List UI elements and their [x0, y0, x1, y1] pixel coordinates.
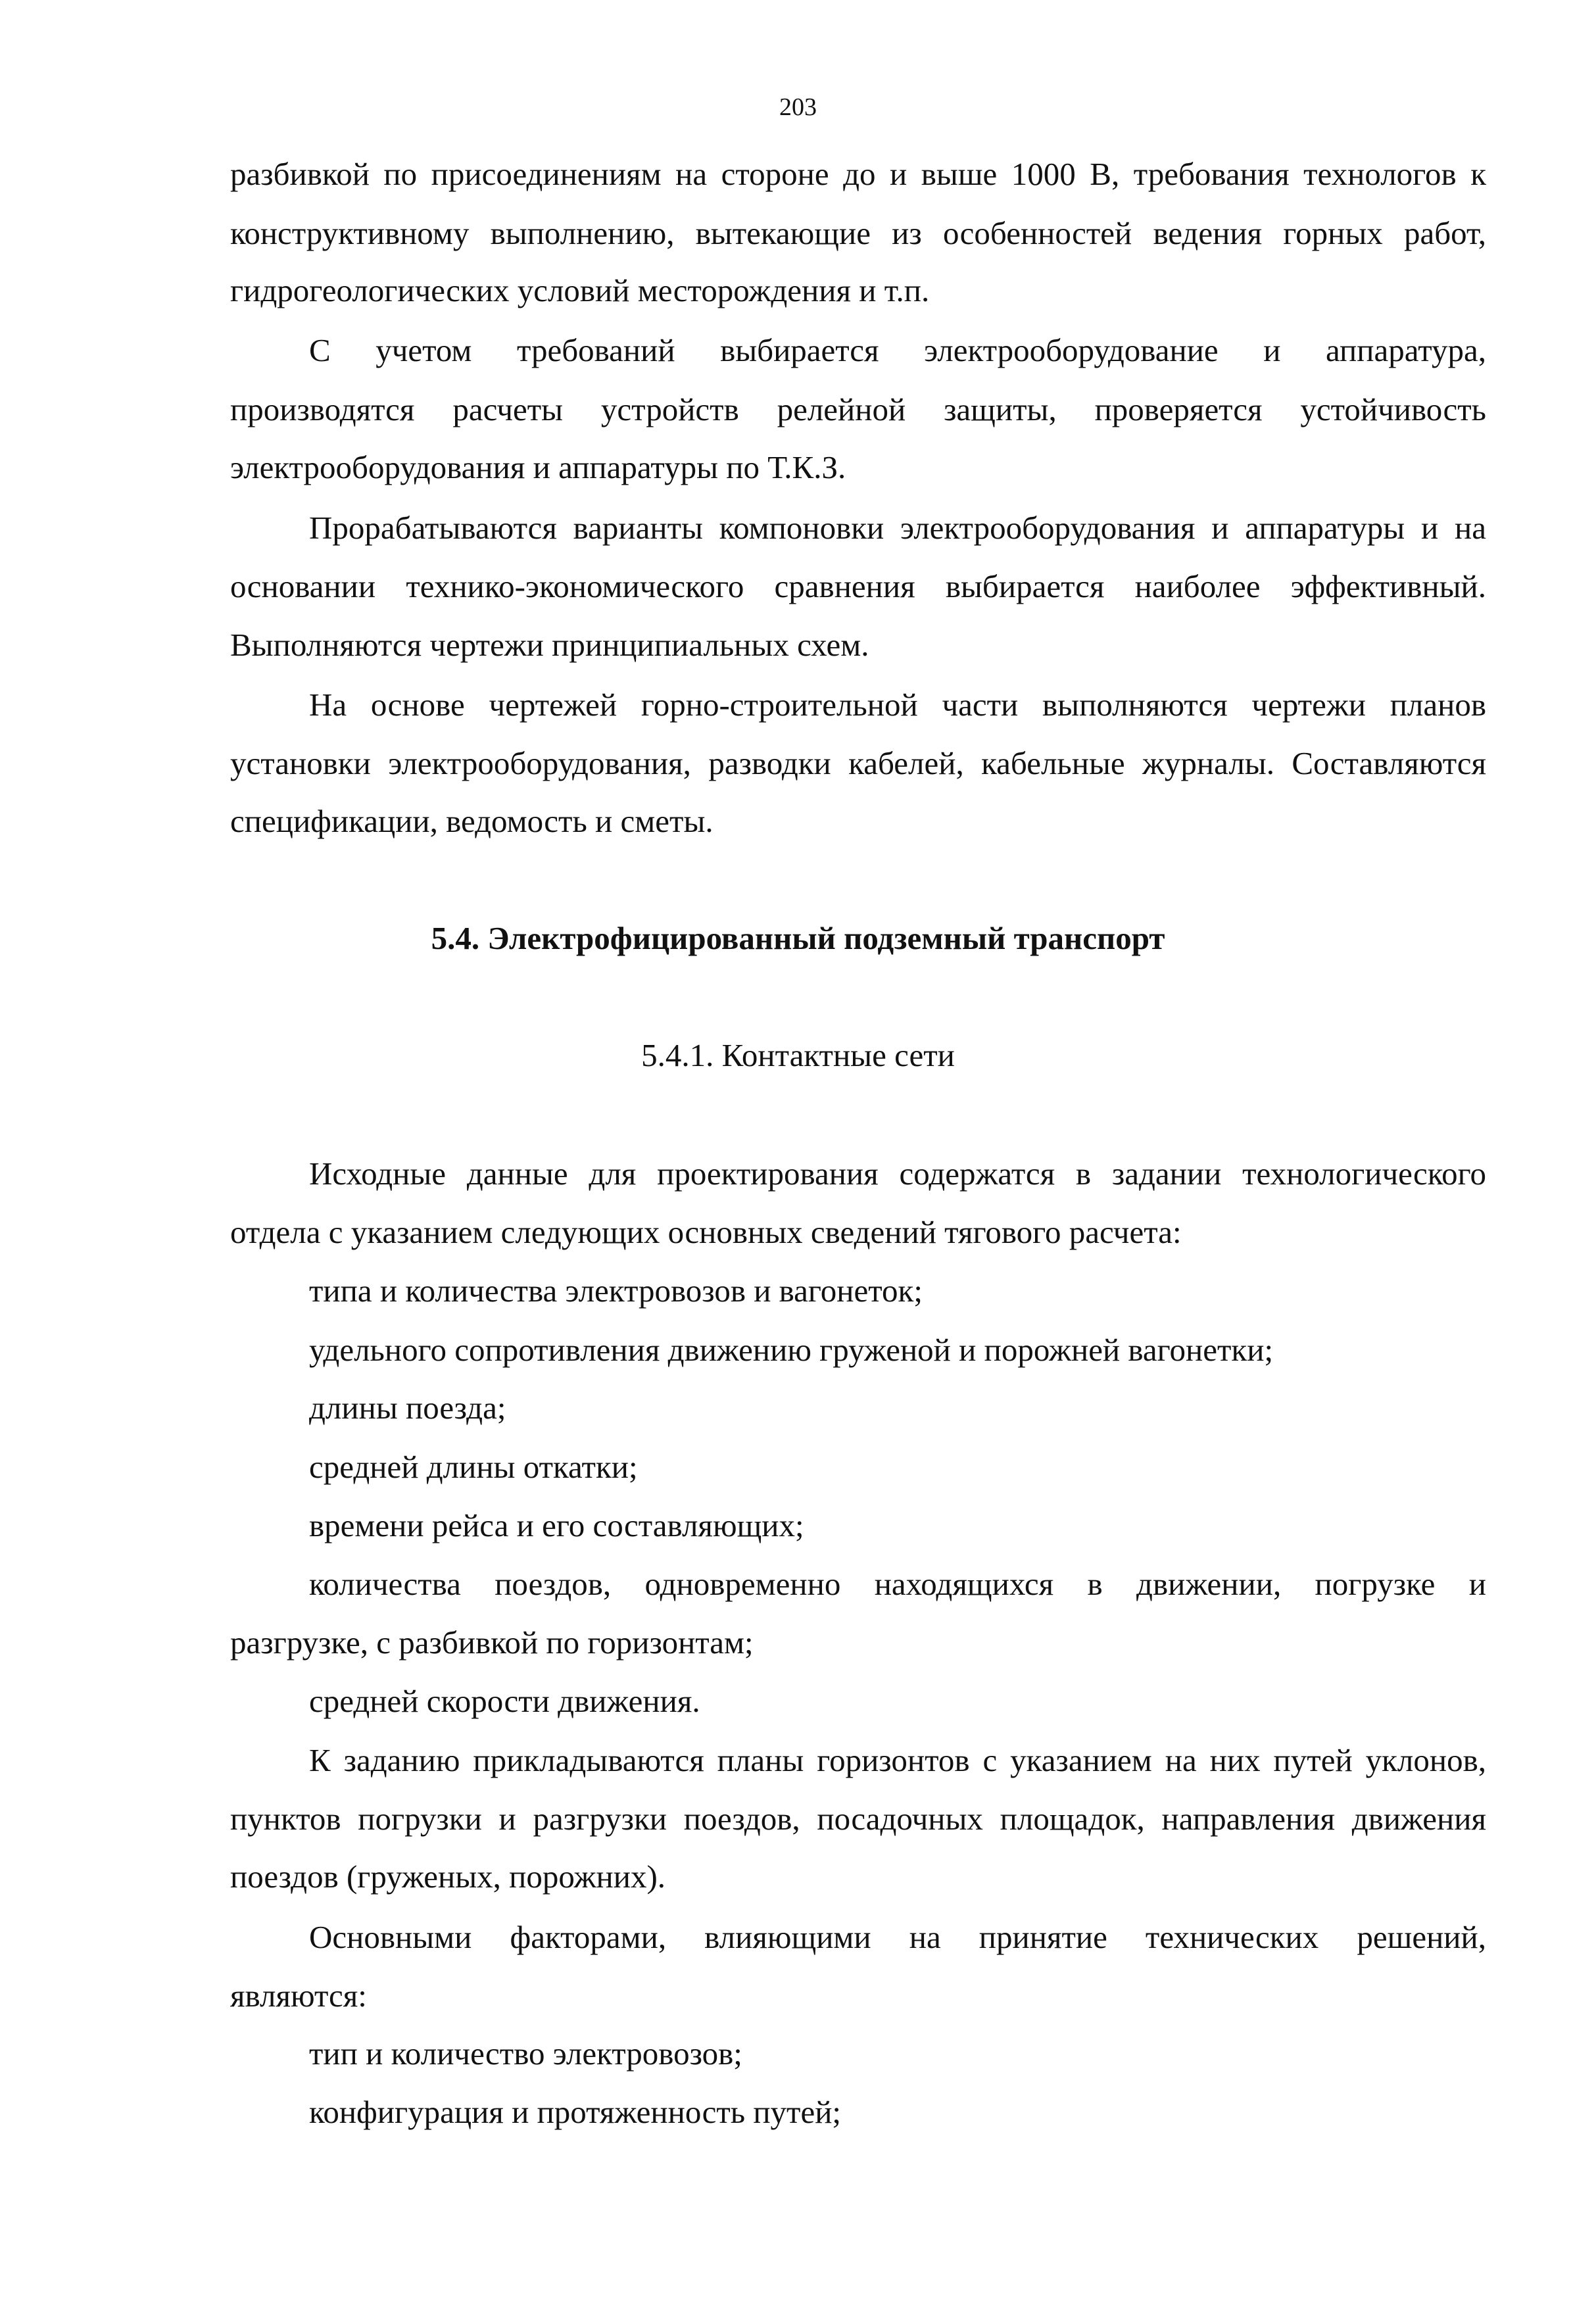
list-item: конфигурация и протяженность путей; [309, 2094, 842, 2130]
text-line: пунктов погрузки и разгрузки поездов, посадочных площадок, направления движения [230, 1801, 1486, 1837]
text-line: Основными факторами, влияющими на принятие технических решений, [309, 1919, 1486, 1955]
list-item: количества поездов, одновременно находящихся в движении, погрузке и [309, 1566, 1486, 1602]
page-number: 203 [779, 93, 817, 121]
text-line: К заданию прикладываются планы горизонтов с указанием на них путей уклонов, [309, 1742, 1486, 1778]
text-line: На основе чертежей горно-строительной части выполняются чертежи планов [309, 687, 1486, 723]
text-line: отдела с указанием следующих основных сведений тягового расчета: [230, 1214, 1182, 1250]
list-item: средней скорости движения. [309, 1683, 700, 1719]
list-item: длины поезда; [309, 1390, 506, 1426]
text-line: электрооборудования и аппаратуры по Т.К.З. [230, 449, 846, 485]
list-item: времени рейса и его составляющих; [309, 1507, 804, 1543]
text-line: конструктивному выполнению, вытекающие из особенностей ведения горных работ, [230, 215, 1486, 251]
list-item: удельного сопротивления движению груженой и порожней вагонетки; [309, 1332, 1274, 1368]
text-line: Прорабатываются варианты компоновки электрооборудования и аппаратуры и на [309, 510, 1486, 546]
text-line: установки электрооборудования, разводки кабелей, кабельные журналы. Составляются [230, 745, 1486, 781]
text-line: являются: [230, 1977, 367, 2014]
subsection-heading: 5.4.1. Контактные сети [641, 1037, 955, 1073]
text-line: Выполняются чертежи принципиальных схем. [230, 627, 869, 663]
list-item: тип и количество электровозов; [309, 2035, 742, 2072]
text-line: поездов (груженых, порожних). [230, 1858, 666, 1895]
list-item: типа и количества электровозов и вагонеток; [309, 1273, 923, 1309]
text-line: спецификации, ведомость и сметы. [230, 803, 713, 839]
text-line: разбивкой по присоединениям на стороне до и выше 1000 В, требования технологов к [230, 156, 1486, 192]
text-line: гидрогеологических условий месторождения и т.п. [230, 272, 930, 308]
text-line: С учетом требований выбирается электрооборудование и аппаратура, [309, 332, 1486, 368]
section-heading: 5.4. Электрофицированный подземный транспорт [431, 920, 1165, 956]
list-item: средней длины откатки; [309, 1449, 638, 1485]
text-line: Исходные данные для проектирования содержатся в задании технологического [309, 1155, 1486, 1192]
text-line: производятся расчеты устройств релейной защиты, проверяется устойчивость [230, 391, 1486, 427]
text-line: основании технико-экономического сравнения выбирается наиболее эффективный. [230, 568, 1486, 604]
list-item-continuation: разгрузке, с разбивкой по горизонтам; [230, 1624, 754, 1661]
